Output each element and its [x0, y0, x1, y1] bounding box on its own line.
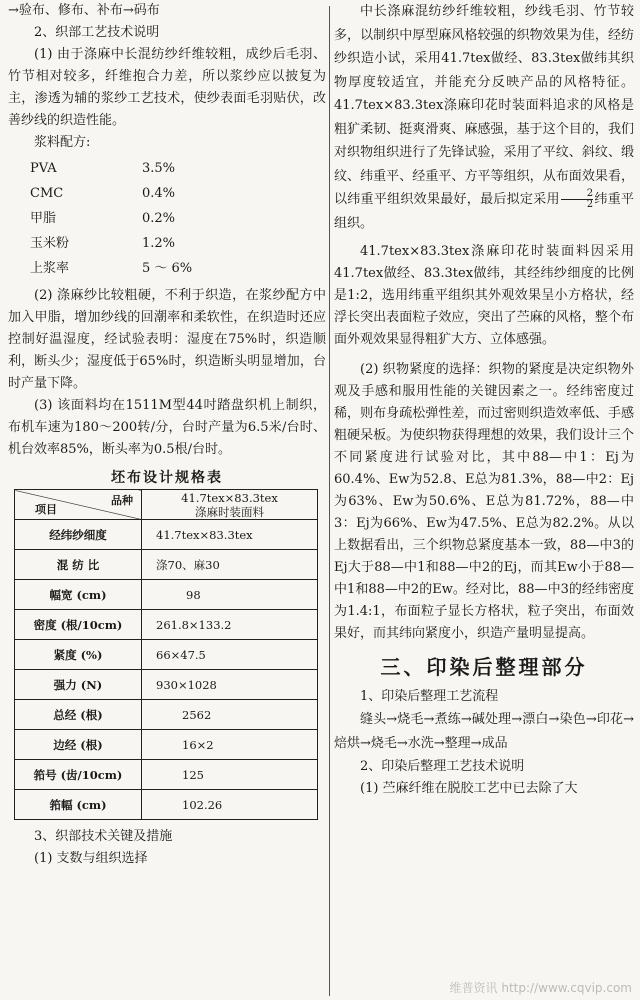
table-row: 筘幅 (cm) 102.26	[15, 790, 318, 820]
table-header-row	[15, 490, 318, 520]
table-row: 混 纺 比 涤70、麻30	[15, 550, 318, 580]
formula-title: 浆料配方:	[34, 135, 91, 150]
table-row: 边经 (根) 16×2	[15, 730, 318, 760]
table-row: 密度 (根/10cm) 261.8×133.2	[15, 610, 318, 640]
subheading-process-flow: 1、印染后整理工艺流程	[360, 689, 499, 704]
table-row: 经纬纱细度 41.7tex×83.3tex	[15, 520, 318, 550]
paragraph-yarn-ratio: 41.7tex×83.3tex涤麻印花时装面料因采用41.7tex做经、83.3tex做纬，其经纬纱细度的比例是1:2，选用纬重平组织其外观效果呈小方格状，经浮长突出表面粒子效应，突出了苎麻的风格，整个布面外观效果显得粗犷大方、立体感强。	[334, 244, 634, 347]
table-title: 坯布设计规格表	[111, 470, 223, 486]
paragraph-count-selection: (1) 支数与组织选择	[34, 851, 148, 866]
table-row: 强力 (N) 930×1028	[15, 670, 318, 700]
table-row: 紧度 (%) 66×47.5	[15, 640, 318, 670]
table-row: 幅宽 (cm) 98	[15, 580, 318, 610]
paragraph-degumming: (1) 苎麻纤维在脱胶工艺中已去除了大	[360, 781, 578, 796]
paragraph-weave-choice: 中长涤麻混纺纱纤维较粗，纱线毛羽、竹节较多，以制织中厚型麻风格较强的织物效果为佳，经纺纱织造小试，采用41.7tex做经、83.3tex做纬其织物厚度较适宜，并能充分反映产品的风格特征。41.7tex×83.3tex涤麻印花时装面料追求的风格是粗犷柔韧、挺爽滑爽、麻感强，基于这个目的，我们对织物组织进行了先锋试验，采用了平纹、斜纹、缎纹、纬重平、经重平、方平等组织，从布面效果看，以纬重平组织效果最好，最后拟定采用 $\frac{2}{2}$ 纬重平组织。	[334, 4, 634, 231]
paragraph-sizing-2: (2) 涤麻纱比较粗硬，不利于织造，在浆纱配方中加入甲脂，增加纱线的回潮率和柔软性，在织造时还应控制好温湿度，经试验表明：湿度在75%时，织造顺利，断头少；湿度低于65%时，织造断头明显增加，台时产量下降。	[8, 288, 326, 391]
paragraph-loom: (3) 该面料均在1511M型44吋踏盘织机上制织，布机车速为180～200转/分，台时产量为6.5米/台时、机台效率85%，断头率为0.5根/台时。	[8, 398, 326, 457]
subheading-tech-notes: 2、印染后整理工艺技术说明	[360, 759, 525, 774]
watermark: 维普资讯 http://www.cqvip.com	[449, 981, 632, 995]
table-row: 筘号 (齿/10cm) 125	[15, 760, 318, 790]
section-heading-key-tech: 3、织部技术关键及措施	[34, 829, 173, 844]
sizing-formula	[30, 156, 326, 281]
table-variety-cell: 41.7tex×83.3tex 涤麻时装面料	[142, 490, 318, 520]
section-heading-weaving-tech: 2、织部工艺技术说明	[34, 25, 160, 40]
formula-row: CMC 0.4%	[30, 186, 176, 201]
section-heading-dyeing: 三、印染后整理部分	[380, 655, 588, 679]
left-column	[8, 0, 326, 870]
greige-spec-table	[14, 489, 318, 820]
column-divider	[329, 6, 330, 996]
formula-row: 上浆率 5 ～ 6%	[30, 261, 193, 276]
table-diagonal-header: 品种 项目	[15, 490, 142, 520]
right-column	[334, 0, 634, 800]
fraction-two-over-two: $\frac{2}{2}$	[561, 189, 593, 210]
process-continuation: →验布、修布、补布→码布	[8, 3, 160, 18]
formula-row: 甲脂 0.2%	[30, 211, 176, 226]
formula-row: PVA 3.5%	[30, 161, 176, 176]
process-flow: 缝头→烧毛→煮练→碱处理→漂白→染色→印花→焙烘→烧毛→水洗→整理→成品	[334, 712, 634, 751]
table-row: 总经 (根) 2562	[15, 700, 318, 730]
paragraph-tightness: (2) 织物紧度的选择：织物的紧度是决定织物外观及手感和服用性能的关键因素之一。经纬密度过稀，则布身疏松弹性差，而过密则织造效率低、手感粗硬呆板。为使织物获得理想的效果，我们设计三个不同紧度进行试验对比，其中88—中1：Ej为60.4%、Ew为52.8、E总为81.3%，88—中2：Ej为63%、Ew为50.6%、E总为81.72%，88—中3：Ej为66%、Ew为47.5%、E总为82.2%。从以上数据看出，三个织物总紧度基本一致，88—中3的Ej大于88—中1和88—中2的Ej，而其Ew小于88—中1和88—中2的Ew。经对比，88—中3的经纬密度为1.4:1，布面粒子显长方格状，粒子突出，布面效果好，而其纬向紧度小，织造产量明显提高。	[334, 362, 634, 641]
paragraph-sizing-1: (1) 由于涤麻中长混纺纱纤维较粗，成纱后毛羽、竹节相对较多，纤维抱合力差，所以浆纱应以披复为主，渗透为辅的浆纱工艺技术，使纱表面毛羽贴伏，改善纱线的织造性能。	[8, 47, 326, 128]
formula-row: 玉米粉 1.2%	[30, 236, 176, 251]
